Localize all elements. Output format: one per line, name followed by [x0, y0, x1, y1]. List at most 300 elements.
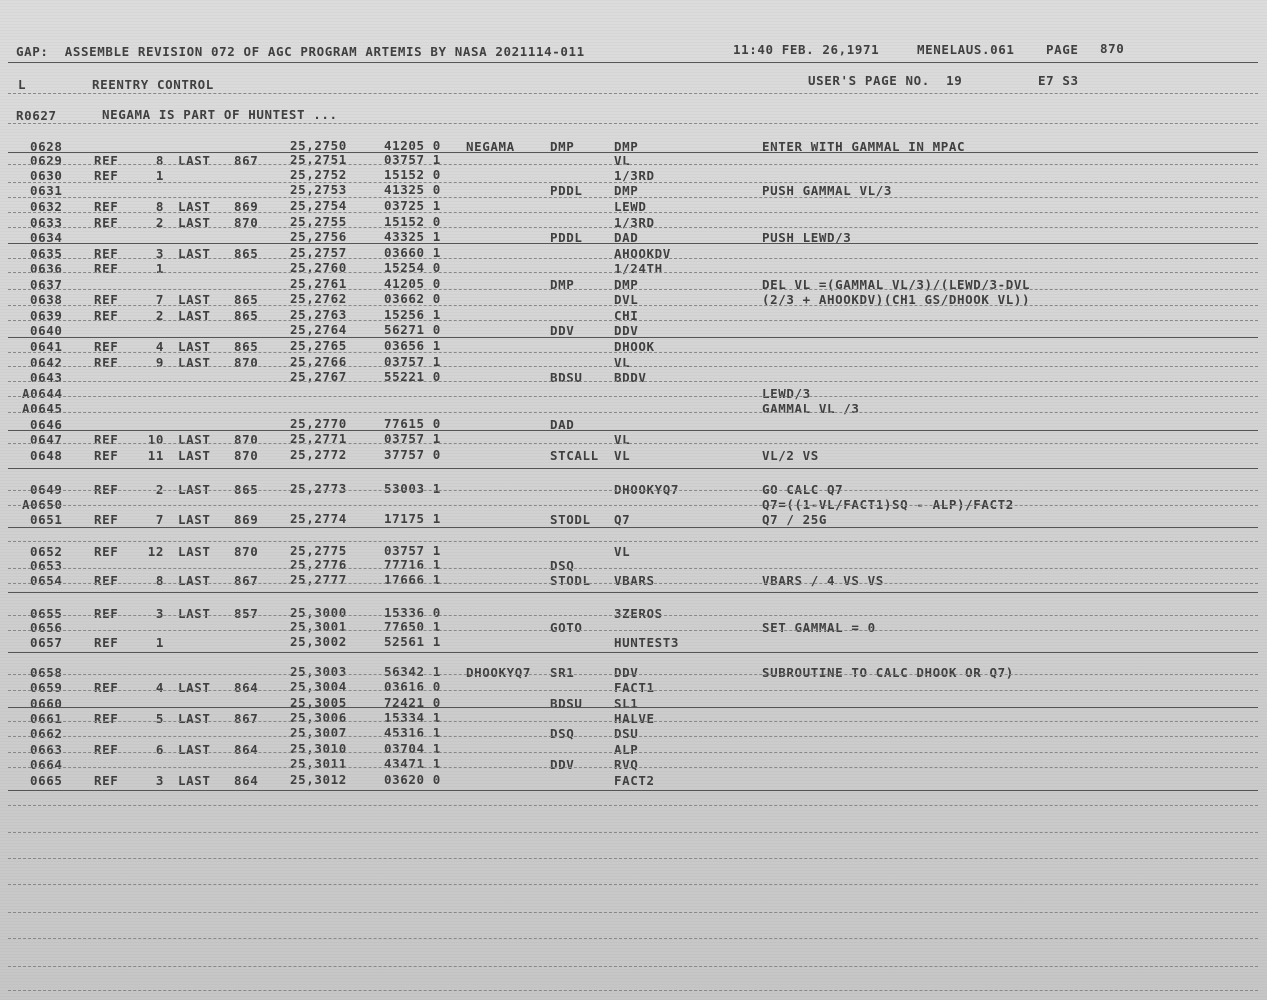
address: 25,2761: [290, 276, 347, 291]
ruled-line-faint: [8, 212, 1258, 213]
line-number: 0640: [30, 323, 63, 338]
operand: BDDV: [614, 370, 647, 385]
line-number: 0646: [30, 417, 63, 432]
comment: GAMMAL VL /3: [762, 401, 860, 416]
comment: PUSH GAMMAL VL/3: [762, 183, 893, 198]
address: 25,3000: [290, 605, 347, 620]
comment: LEWD/3: [762, 386, 811, 401]
octal-word: 03757 1: [384, 354, 441, 369]
last-tag: LAST: [178, 573, 211, 588]
address: 25,2773: [290, 481, 347, 496]
opcode: DSQ: [550, 726, 575, 741]
operand: VL: [614, 544, 631, 559]
last-page: 870: [234, 448, 259, 463]
address: 25,3002: [290, 634, 347, 649]
operand: DMP: [614, 183, 639, 198]
line-number: 0641: [30, 339, 63, 354]
last-tag: LAST: [178, 512, 211, 527]
operand: 1/3RD: [614, 168, 655, 183]
operand: FACT2: [614, 773, 655, 788]
line-number: A0645: [22, 401, 63, 416]
octal-word: 03757 1: [384, 543, 441, 558]
address: 25,2752: [290, 167, 347, 182]
ref-count: 11: [147, 448, 164, 463]
operand: VL: [614, 355, 631, 370]
ruled-line-faint: [8, 505, 1258, 506]
octal-word: 03757 1: [384, 431, 441, 446]
opcode: DAD: [550, 417, 575, 432]
operand: ALP: [614, 742, 639, 757]
last-page: 869: [234, 512, 259, 527]
ref-count: 7: [155, 512, 164, 527]
last-page: 867: [234, 153, 259, 168]
log-code: L: [18, 77, 27, 92]
ruled-line-faint: [8, 164, 1258, 165]
comment: SET GAMMAL = 0: [762, 620, 876, 635]
ref-count: 2: [155, 308, 164, 323]
address: 25,2776: [290, 557, 347, 572]
operand: VL: [614, 448, 631, 463]
comment: DEL VL =(GAMMAL VL/3)/(LEWD/3-DVL: [762, 277, 1031, 292]
ruled-line: [8, 430, 1258, 431]
ruled-line-faint: [8, 938, 1258, 939]
last-tag: LAST: [178, 773, 211, 788]
ref-tag: REF: [94, 773, 119, 788]
ref-count: 3: [155, 606, 164, 621]
line-number: 0629: [30, 153, 63, 168]
address: 25,3010: [290, 741, 347, 756]
ruled-line-faint: [8, 690, 1258, 691]
comment: ENTER WITH GAMMAL IN MPAC: [762, 139, 966, 154]
line-number: 0653: [30, 558, 63, 573]
header-rule: [8, 62, 1258, 63]
ruled-line: [8, 337, 1258, 338]
octal-word: 03656 1: [384, 338, 441, 353]
ref-tag: REF: [94, 711, 119, 726]
line-number: 0648: [30, 448, 63, 463]
line-number: 0649: [30, 482, 63, 497]
operand: DDV: [614, 323, 639, 338]
opcode: DDV: [550, 323, 575, 338]
line-number: 0656: [30, 620, 63, 635]
last-tag: LAST: [178, 355, 211, 370]
operand: 1/3RD: [614, 215, 655, 230]
operand: VL: [614, 153, 631, 168]
ruled-line-faint: [8, 396, 1258, 397]
opcode: DSQ: [550, 558, 575, 573]
header-timestamp: 11:40 FEB. 26,1971: [733, 42, 880, 57]
octal-word: 41205 0: [384, 138, 441, 153]
octal-word: 03660 1: [384, 245, 441, 260]
last-tag: LAST: [178, 199, 211, 214]
ruled-line-faint: [8, 568, 1258, 569]
ruled-line-faint: [8, 990, 1258, 991]
octal-word: 03725 1: [384, 198, 441, 213]
address: 25,2766: [290, 354, 347, 369]
last-tag: LAST: [178, 339, 211, 354]
address: 25,3011: [290, 756, 347, 771]
octal-word: 56271 0: [384, 322, 441, 337]
ref-count: 12: [147, 544, 164, 559]
address: 25,2775: [290, 543, 347, 558]
ruled-line-faint: [8, 721, 1258, 722]
ruled-line-faint: [8, 858, 1258, 859]
ruled-line-faint: [8, 912, 1258, 913]
octal-word: 15152 0: [384, 214, 441, 229]
opcode: DMP: [550, 277, 575, 292]
octal-word: 53003 1: [384, 481, 441, 496]
address: 25,2777: [290, 572, 347, 587]
octal-word: 03704 1: [384, 741, 441, 756]
ruled-line-faint: [8, 630, 1258, 631]
ref-count: 3: [155, 246, 164, 261]
line-number: 0647: [30, 432, 63, 447]
last-page: 865: [234, 482, 259, 497]
ruled-line-faint: [8, 272, 1258, 273]
last-tag: LAST: [178, 153, 211, 168]
ruled-line-faint: [8, 227, 1258, 228]
remark-rule: [8, 123, 1258, 124]
ref-tag: REF: [94, 742, 119, 757]
comment: VBARS / 4 VS VS: [762, 573, 884, 588]
last-tag: LAST: [178, 544, 211, 559]
ref-tag: REF: [94, 199, 119, 214]
octal-word: 77615 0: [384, 416, 441, 431]
octal-word: 15334 1: [384, 710, 441, 725]
line-number: A0650: [22, 497, 63, 512]
address: 25,2751: [290, 152, 347, 167]
comment: (2/3 + AHOOKDV)(CH1 GS/DHOOK VL)): [762, 292, 1031, 307]
ruled-line: [8, 790, 1258, 791]
line-number: 0662: [30, 726, 63, 741]
ref-tag: REF: [94, 153, 119, 168]
operand: HUNTEST3: [614, 635, 680, 650]
operand: DDV: [614, 665, 639, 680]
octal-word: 03662 0: [384, 291, 441, 306]
last-tag: LAST: [178, 680, 211, 695]
last-tag: LAST: [178, 482, 211, 497]
last-page: 867: [234, 573, 259, 588]
address: 25,3004: [290, 679, 347, 694]
operand: DVL: [614, 292, 639, 307]
line-number: 0637: [30, 277, 63, 292]
ruled-line-faint: [8, 352, 1258, 353]
octal-word: 56342 1: [384, 664, 441, 679]
ruled-line-faint: [8, 736, 1258, 737]
header-page-number: 870: [1100, 41, 1125, 56]
ref-count: 1: [155, 635, 164, 650]
comment: Q7 / 25G: [762, 512, 828, 527]
line-number: 0651: [30, 512, 63, 527]
operand: VL: [614, 432, 631, 447]
ref-tag: REF: [94, 292, 119, 307]
line-number: 0659: [30, 680, 63, 695]
ruled-line-faint: [8, 767, 1258, 768]
ref-count: 9: [155, 355, 164, 370]
opcode: BDSU: [550, 370, 583, 385]
octal-word: 03620 0: [384, 772, 441, 787]
last-tag: LAST: [178, 711, 211, 726]
operand: 3ZEROS: [614, 606, 663, 621]
ruled-line-faint: [8, 443, 1258, 444]
address: 25,2760: [290, 260, 347, 275]
address: 25,2753: [290, 182, 347, 197]
ruled-line-faint: [8, 805, 1258, 806]
address: 25,3007: [290, 725, 347, 740]
line-number: 0660: [30, 696, 63, 711]
last-page: 870: [234, 355, 259, 370]
last-tag: LAST: [178, 215, 211, 230]
octal-word: 52561 1: [384, 634, 441, 649]
line-number: 0631: [30, 183, 63, 198]
last-page: 864: [234, 680, 259, 695]
octal-word: 43325 1: [384, 229, 441, 244]
opcode: SR1: [550, 665, 575, 680]
operand: AHOOKDV: [614, 246, 671, 261]
ruled-line-faint: [8, 615, 1258, 616]
ref-count: 1: [155, 168, 164, 183]
octal-word: 17175 1: [384, 511, 441, 526]
line-number: 0632: [30, 199, 63, 214]
line-number: 0635: [30, 246, 63, 261]
header-page-label: PAGE: [1046, 42, 1079, 57]
ruled-line-faint: [8, 381, 1258, 382]
operand: VBARS: [614, 573, 655, 588]
ref-count: 2: [155, 215, 164, 230]
last-page: 864: [234, 742, 259, 757]
last-page: 865: [234, 292, 259, 307]
last-page: 867: [234, 711, 259, 726]
last-page: 870: [234, 432, 259, 447]
octal-word: 15256 1: [384, 307, 441, 322]
last-page: 870: [234, 544, 259, 559]
address: 25,2770: [290, 416, 347, 431]
octal-word: 15336 0: [384, 605, 441, 620]
ref-tag: REF: [94, 308, 119, 323]
ref-tag: REF: [94, 246, 119, 261]
ruled-line-faint: [8, 197, 1258, 198]
ruled-line: [8, 468, 1258, 469]
ref-count: 4: [155, 680, 164, 695]
ref-count: 1: [155, 261, 164, 276]
header-title: GAP: ASSEMBLE REVISION 072 OF AGC PROGRAM ARTEMIS BY NASA 2021114-011: [16, 44, 585, 59]
users-page-number: USER'S PAGE NO. 19: [808, 73, 963, 88]
ruled-line-faint: [8, 320, 1258, 321]
line-number: 0655: [30, 606, 63, 621]
line-number: 0654: [30, 573, 63, 588]
address: 25,3006: [290, 710, 347, 725]
line-number: 0665: [30, 773, 63, 788]
address: 25,2763: [290, 307, 347, 322]
ref-tag: REF: [94, 573, 119, 588]
line-number: 0664: [30, 757, 63, 772]
ref-tag: REF: [94, 355, 119, 370]
section-rule: [8, 93, 1258, 94]
opcode: STODL: [550, 573, 591, 588]
symbol-label: DHOOKYQ7: [466, 665, 532, 680]
comment: PUSH LEWD/3: [762, 230, 852, 245]
last-page: 864: [234, 773, 259, 788]
octal-word: 03616 0: [384, 679, 441, 694]
operand: DMP: [614, 139, 639, 154]
last-tag: LAST: [178, 606, 211, 621]
address: 25,2750: [290, 138, 347, 153]
ref-tag: REF: [94, 482, 119, 497]
octal-word: 41325 0: [384, 182, 441, 197]
operand: HALVE: [614, 711, 655, 726]
ruled-line-faint: [8, 674, 1258, 675]
address: 25,2757: [290, 245, 347, 260]
address: 25,3003: [290, 664, 347, 679]
last-tag: LAST: [178, 292, 211, 307]
operand: LEWD: [614, 199, 647, 214]
operand: DMP: [614, 277, 639, 292]
ref-count: 8: [155, 153, 164, 168]
ref-count: 3: [155, 773, 164, 788]
last-tag: LAST: [178, 448, 211, 463]
opcode: DMP: [550, 139, 575, 154]
address: 25,2765: [290, 338, 347, 353]
comment: SUBROUTINE TO CALC DHOOK OR Q7): [762, 665, 1014, 680]
address: 25,2764: [290, 322, 347, 337]
address: 25,2755: [290, 214, 347, 229]
ref-tag: REF: [94, 680, 119, 695]
address: 25,3012: [290, 772, 347, 787]
last-tag: LAST: [178, 308, 211, 323]
address: 25,2754: [290, 198, 347, 213]
address: 25,2772: [290, 447, 347, 462]
line-number: 0663: [30, 742, 63, 757]
address: 25,2774: [290, 511, 347, 526]
ref-tag: REF: [94, 215, 119, 230]
ruled-line-faint: [8, 289, 1258, 290]
ruled-line: [8, 592, 1258, 593]
ruled-line-faint: [8, 412, 1258, 413]
ref-tag: REF: [94, 544, 119, 559]
opcode: PDDL: [550, 230, 583, 245]
ref-count: 7: [155, 292, 164, 307]
ref-count: 4: [155, 339, 164, 354]
last-page: 869: [234, 199, 259, 214]
ruled-line: [8, 152, 1258, 153]
ref-tag: REF: [94, 606, 119, 621]
operand: FACT1: [614, 680, 655, 695]
ruled-line-faint: [8, 832, 1258, 833]
line-number: 0639: [30, 308, 63, 323]
comment: GO CALC Q7: [762, 482, 844, 497]
last-tag: LAST: [178, 246, 211, 261]
octal-word: 15152 0: [384, 167, 441, 182]
comment: VL/2 VS: [762, 448, 819, 463]
ruled-line-faint: [8, 966, 1258, 967]
octal-word: 72421 0: [384, 695, 441, 710]
last-page: 865: [234, 246, 259, 261]
line-number: 0636: [30, 261, 63, 276]
octal-word: 17666 1: [384, 572, 441, 587]
address: 25,2756: [290, 229, 347, 244]
ref-tag: REF: [94, 635, 119, 650]
last-tag: LAST: [178, 742, 211, 757]
address: 25,3005: [290, 695, 347, 710]
address: 25,3001: [290, 619, 347, 634]
operand: DAD: [614, 230, 639, 245]
ref-count: 8: [155, 199, 164, 214]
ruled-line-faint: [8, 541, 1258, 542]
ref-tag: REF: [94, 261, 119, 276]
line-number: 0658: [30, 665, 63, 680]
opcode: STODL: [550, 512, 591, 527]
address: 25,2767: [290, 369, 347, 384]
octal-word: 37757 0: [384, 447, 441, 462]
ruled-line: [8, 707, 1258, 708]
octal-word: 77716 1: [384, 557, 441, 572]
octal-word: 55221 0: [384, 369, 441, 384]
line-number: 0661: [30, 711, 63, 726]
line-number: 0643: [30, 370, 63, 385]
operand: Q7: [614, 512, 631, 527]
ruled-line: [8, 527, 1258, 528]
operand: 1/24TH: [614, 261, 663, 276]
operand: DSU: [614, 726, 639, 741]
ref-count: 5: [155, 711, 164, 726]
ruled-line-faint: [8, 366, 1258, 367]
address: 25,2762: [290, 291, 347, 306]
ruled-line-faint: [8, 490, 1258, 491]
line-number: 0657: [30, 635, 63, 650]
ruled-line: [8, 652, 1258, 653]
address: 25,2771: [290, 431, 347, 446]
octal-word: 15254 0: [384, 260, 441, 275]
ref-count: 10: [147, 432, 164, 447]
comment: Q7=((1-VL/FACT1)SQ - ALP)/FACT2: [762, 497, 1014, 512]
last-page: 865: [234, 339, 259, 354]
page-code: E7 S3: [1038, 73, 1079, 88]
octal-word: 45316 1: [384, 725, 441, 740]
opcode: BDSU: [550, 696, 583, 711]
operand: DHOOK: [614, 339, 655, 354]
octal-word: 43471 1: [384, 756, 441, 771]
octal-word: 03757 1: [384, 152, 441, 167]
operand: SL1: [614, 696, 639, 711]
line-number: A0644: [22, 386, 63, 401]
ref-tag: REF: [94, 339, 119, 354]
symbol-label: NEGAMA: [466, 139, 515, 154]
line-number: 0628: [30, 139, 63, 154]
opcode: GOTO: [550, 620, 583, 635]
section-title: REENTRY CONTROL: [92, 77, 214, 92]
ruled-line-faint: [8, 884, 1258, 885]
ref-tag: REF: [94, 168, 119, 183]
operand: CHI: [614, 308, 639, 323]
remark-text: NEGAMA IS PART OF HUNTEST ...: [102, 107, 338, 122]
octal-word: 41205 0: [384, 276, 441, 291]
line-number: 0642: [30, 355, 63, 370]
ruled-line-faint: [8, 305, 1258, 306]
header-side: MENELAUS.061: [917, 42, 1015, 57]
operand: RVQ: [614, 757, 639, 772]
line-number: 0638: [30, 292, 63, 307]
ref-count: 6: [155, 742, 164, 757]
opcode: DDV: [550, 757, 575, 772]
ref-count: 8: [155, 573, 164, 588]
ruled-line-faint: [8, 583, 1258, 584]
operand: DHOOKYQ7: [614, 482, 680, 497]
line-number: 0634: [30, 230, 63, 245]
ref-count: 2: [155, 482, 164, 497]
line-number: 0630: [30, 168, 63, 183]
line-number: 0633: [30, 215, 63, 230]
ruled-line: [8, 243, 1258, 244]
